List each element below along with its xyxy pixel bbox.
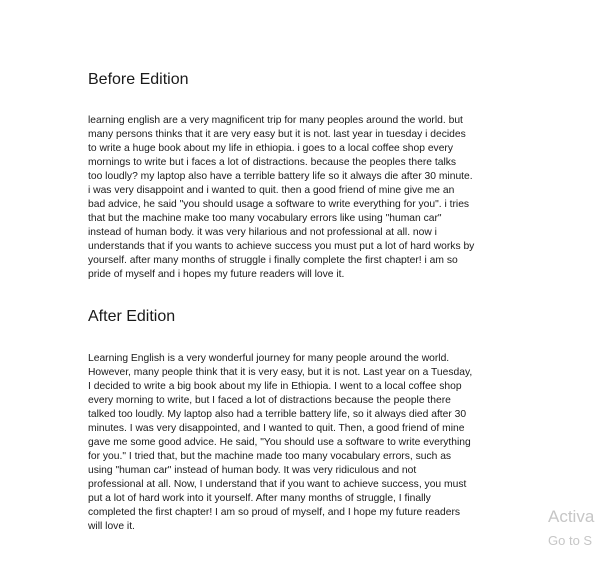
paragraph-line: However, many people think that it is very easy, but it is not. Last year on a Tuesday, xyxy=(88,367,473,378)
paragraph-line: will love it. xyxy=(88,521,135,532)
paragraph-line: yourself. after many months of struggle i finally complete the first chapter! i am so xyxy=(88,255,458,266)
paragraph-line: too loudly? my laptop also have a terrible battery life so it always die after 30 minute. xyxy=(88,171,473,182)
paragraph-line: many persons thinks that it are very easy but it is not. last year in tuesday i decides xyxy=(88,129,466,140)
activation-watermark-subtitle: Go to S xyxy=(548,533,593,548)
paragraph-line: Learning English is a very wonderful journey for many people around the world. xyxy=(88,353,450,364)
paragraph-line: I decided to write a big book about my life in Ethiopia. I went to a local coffee shop xyxy=(88,381,462,392)
paragraph-line: to write a huge book about my life in ethiopia. i goes to a local coffee shop every xyxy=(88,143,454,154)
paragraph-line: completed the first chapter! I am so proud of myself, and I hope my future readers xyxy=(88,507,461,518)
before-edition-heading: Before Edition xyxy=(88,71,189,88)
before-edition-paragraph xyxy=(88,114,518,282)
paragraph-line: instead of human body. it was very hilarious and not professional at all. now i xyxy=(88,227,437,238)
paragraph-line: bad advice, he said "you should usage a software to write everything for you". i tries xyxy=(88,199,470,210)
paragraph-line: put a lot of hard work into it yourself. After many months of struggle, I finally xyxy=(88,493,431,504)
paragraph-line: professional at all. Now, I understand that if you want to achieve success, you must xyxy=(88,479,467,490)
after-edition-heading: After Edition xyxy=(88,308,176,325)
paragraph-line: talked too loudly. My laptop also had a terrible battery life, so it always died after 30 xyxy=(88,409,467,420)
paragraph-line: that but the machine make too many vocabulary errors like using "human car" xyxy=(88,213,442,224)
paragraph-line: using "human car" instead of human body. It was very ridiculous and not xyxy=(88,465,417,476)
paragraph-line: learning english are a very magnificent trip for many peoples around the world. but xyxy=(88,115,463,126)
paragraph-line: pride of myself and i hopes my future readers will love it. xyxy=(88,269,345,280)
paragraph-line: gave me some good advice. He said, "You should use a software to write everything xyxy=(88,437,471,448)
paragraph-line: understands that if you wants to achieve success you must put a lot of hard works by xyxy=(88,241,475,252)
activation-watermark-title: Activa xyxy=(548,507,595,526)
paragraph-line: i was very disappoint and i wanted to quit. then a good friend of mine give me an xyxy=(88,185,455,196)
after-edition-paragraph xyxy=(88,352,518,534)
paragraph-line: every morning to write, but I faced a lot of distractions because the people there xyxy=(88,395,451,406)
paragraph-line: for you." I tried that, but the machine made too many vocabulary errors, such as xyxy=(88,451,452,462)
paragraph-line: minutes. I was very disappointed, and I wanted to quit. Then, a good friend of mine xyxy=(88,423,465,434)
paragraph-line: mornings to write but i faces a lot of distractions. because the peoples there talks xyxy=(88,157,457,168)
